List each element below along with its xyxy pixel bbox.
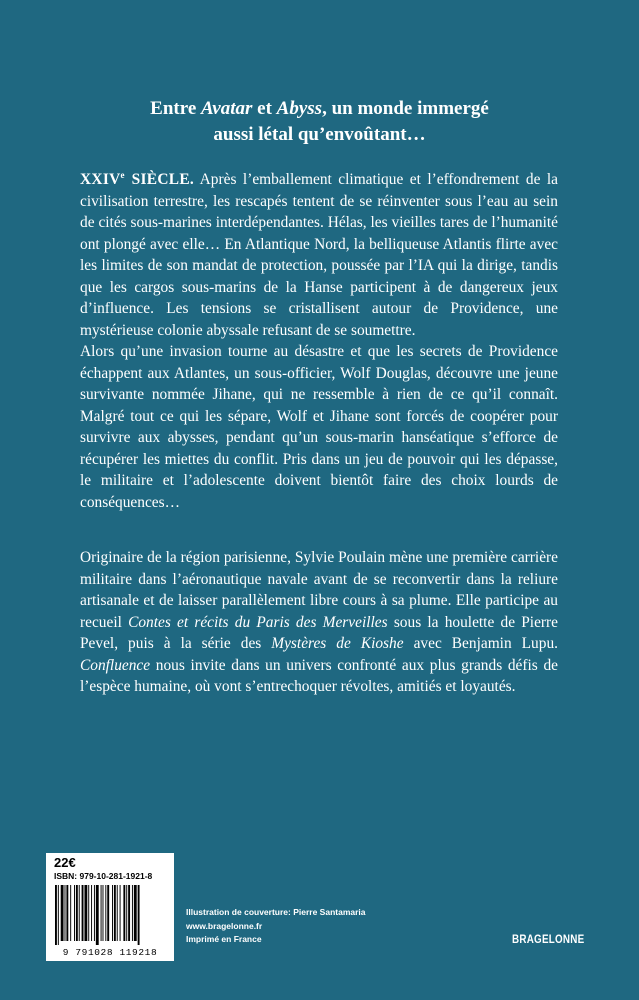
tagline-line-1 bbox=[0, 96, 639, 122]
barcode-bar bbox=[91, 885, 92, 941]
bio-text: Originaire de la région parisienne, Sylvie Poulain mène une première carrière militaire dans l’aéronautique navale avant de se reconvertir dans la reliure artisanale et de laisser parallèlement libre cours à sa plume. Elle participe au recueil bbox=[80, 549, 558, 631]
barcode-bar bbox=[117, 885, 118, 941]
synopsis-paragraph-2: Alors qu’une invasion tourne au désastre et que les secrets de Providence échappent aux Atlantes, un sous-officier, Wolf Douglas, découvre une jeune survivante nommée Jihane, qui ne ressemble à rien de ce qu’il connaît. Malgré tout ce qui les sépare, Wolf et Jihane sont forcés de coopérer pour survivre aux abysses, pendant qu’un sous-marin hanséatique s’efforce de récupérer les miettes du conflit. Pris dans un jeu de pouvoir qui les dépasse, le militaire et l’adolescente doivent bientôt faire des choix lourds de conséquences… bbox=[80, 343, 558, 511]
barcode-bar bbox=[70, 885, 71, 941]
website-link[interactable]: www.bragelonne.fr bbox=[186, 920, 263, 931]
barcode-bar bbox=[88, 885, 89, 941]
publisher-logo: BRAGELONNE bbox=[512, 932, 585, 946]
barcode-bar bbox=[123, 885, 125, 941]
barcode-bar bbox=[79, 885, 80, 941]
barcode-bar bbox=[107, 885, 109, 941]
bio-text: avec Benjamin Lupu. bbox=[403, 635, 558, 652]
author-bio-paragraph bbox=[80, 547, 558, 698]
barcode-bar bbox=[138, 885, 140, 945]
synopsis bbox=[80, 165, 558, 513]
synopsis-paragraph-1 bbox=[80, 165, 558, 341]
bio-title-contes: Contes et récits du Paris des Merveilles bbox=[128, 613, 388, 631]
tagline-text: et bbox=[252, 98, 277, 119]
tagline-title-abyss: Abyss bbox=[276, 98, 323, 119]
barcode-bar bbox=[101, 885, 102, 941]
synopsis-text: Après l’emballement climatique et l’effondrement de la civilisation terrestre, les rescapés tentent de se réinventer sous l’eau au sein de cités sous-marines interdépendantes. Hélas, les vieilles tares de l’humanité ont plongé avec elle… En Atlantique Nord, la belliqueuse Atlantis flirte avec les limites de son mandat de protection, poussée par l’IA qui la dirige, tandis que les cargos sous-marins de la Hanse participent à de dangereux jeux d’influence. Les tensions se cristallisent autour de Providence, une mystérieuse colonie abyssale refusant de se soumettre. bbox=[80, 171, 558, 339]
tagline-line-2: aussi létal qu’envoûtant… bbox=[213, 124, 426, 145]
tagline-title-avatar: Avatar bbox=[201, 98, 253, 119]
bio-title-confluence: Confluence bbox=[80, 656, 151, 674]
illustration-credit: Illustration de couverture: Pierre Santamaria bbox=[186, 907, 366, 917]
barcode-bar bbox=[66, 885, 68, 941]
tagline-text: Entre bbox=[150, 98, 202, 119]
bio-text: sous la houlette de Pierre Pevel, puis à la série des bbox=[80, 613, 558, 652]
century-numeral: XXIV bbox=[80, 171, 121, 189]
barcode-bar bbox=[84, 885, 87, 941]
printed-in: Imprimé en France bbox=[186, 934, 262, 944]
author-bio bbox=[80, 547, 558, 698]
tagline bbox=[0, 96, 639, 148]
barcode-bar bbox=[65, 885, 66, 941]
barcode-bar bbox=[126, 885, 127, 941]
barcode-bar bbox=[112, 885, 113, 941]
tagline-text: , un monde immergé bbox=[322, 98, 489, 119]
barcode-bar bbox=[114, 885, 116, 941]
barcode-bar bbox=[103, 885, 104, 941]
barcode-bar bbox=[55, 885, 57, 945]
barcode-bar bbox=[96, 885, 99, 945]
barcode-bar bbox=[82, 885, 84, 941]
barcode-bar bbox=[105, 885, 106, 941]
price: 22€ bbox=[54, 855, 76, 870]
credits bbox=[186, 906, 366, 947]
barcode-bar bbox=[94, 885, 95, 941]
barcode-box bbox=[46, 853, 174, 961]
barcode-image bbox=[54, 885, 166, 945]
bio-title-mysteres: Mystères de Kioshe bbox=[271, 635, 404, 652]
barcode-bar bbox=[128, 885, 130, 941]
century-word: SIÈCLE. bbox=[124, 171, 195, 189]
barcode-bar bbox=[76, 885, 78, 941]
century-lead bbox=[80, 171, 194, 188]
isbn: ISBN: 979-10-281-1921-8 bbox=[54, 871, 153, 881]
barcode-bar bbox=[132, 885, 133, 941]
barcode-digits: 9 791028 119218 bbox=[62, 947, 158, 958]
barcode-bar bbox=[74, 885, 75, 941]
barcode-bar bbox=[120, 885, 121, 941]
barcode-bar bbox=[61, 885, 64, 941]
barcode-bar bbox=[58, 885, 59, 945]
barcode-bar bbox=[134, 885, 137, 941]
century-superscript: e bbox=[120, 170, 125, 180]
bio-text: nous invite dans un univers confronté aux plus grands défis de l’espèce humaine, où vont s’entrechoquer révoltes, amitiés et loyautés. bbox=[80, 656, 558, 695]
